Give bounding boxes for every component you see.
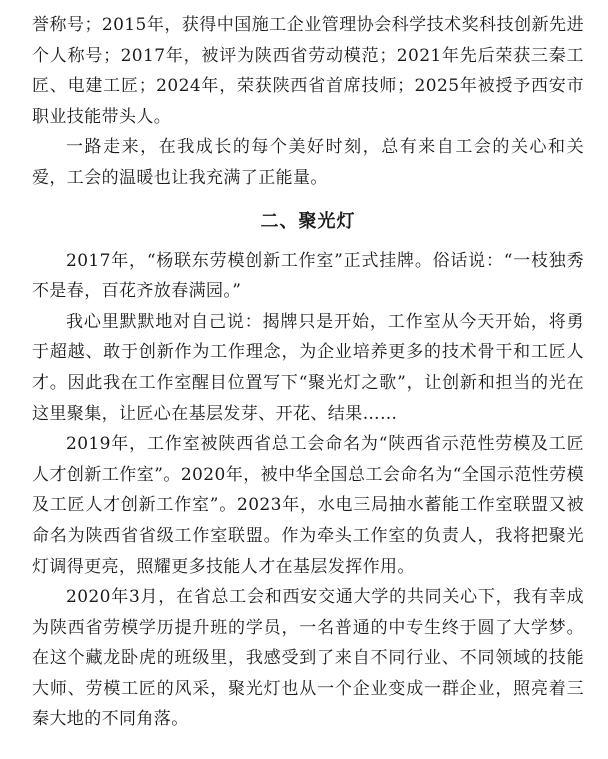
paragraph-union-warmth: 一路走来，在我成长的每个美好时刻，总有来自工会的关心和关爱，工会的温暖也让我充满了正能量。	[32, 137, 584, 188]
paragraph-honors-continued: 誉称号；2015年，获得中国施工企业管理协会科学技术奖科技创新先进个人称号；2017年，被评为陕西省劳动模范；2021年先后荣获三秦工匠、电建工匠；2024年，荣获陕西省首席技师；2025年被授予西安市职业技能带头人。	[32, 15, 584, 127]
paragraph-studio-honors: 2019年，工作室被陕西省总工会命名为“陕西省示范性劳模及工匠人才创新工作室”。2020年，被中华全国总工会命名为“全国示范性劳模及工匠人才创新工作室”。2023年，水电三局抽水蓄能工作室联盟又被命名为陕西省省级工作室联盟。作为牵头工作室的负责人，我将把聚光灯调得更亮，照耀更多技能人才在基层发挥作用。	[32, 434, 584, 577]
paragraph-studio-founded: 2017年，“杨联东劳模创新工作室”正式挂牌。俗话说：“一枝独秀不是春，百花齐放春满园。”	[32, 250, 584, 302]
paragraph-university-dream: 2020年3月，在省总工会和西安交通大学的共同关心下，我有幸成为陕西省劳模学历提升班的学员，一名普通的中专生终于圆了大学梦。在这个藏龙卧虎的班级里，我感受到了来自不同行业、不同领域的技能大师、劳模工匠的风采，聚光灯也从一个企业变成一群企业，照亮着三秦大地的不同角落。	[32, 587, 584, 730]
document-page	[32, 10, 584, 735]
paragraph-spotlight-song: 我心里默默地对自己说：揭牌只是开始，工作室从今天开始，将勇于超越、敢于创新作为工作理念，为企业培养更多的技术骨干和工匠人才。因此我在工作室醒目位置写下“聚光灯之歌”，让创新和担当的光在这里聚集，让匠心在基层发芽、开花、结果……	[32, 311, 584, 424]
section-heading: 二、聚光灯	[260, 210, 356, 232]
